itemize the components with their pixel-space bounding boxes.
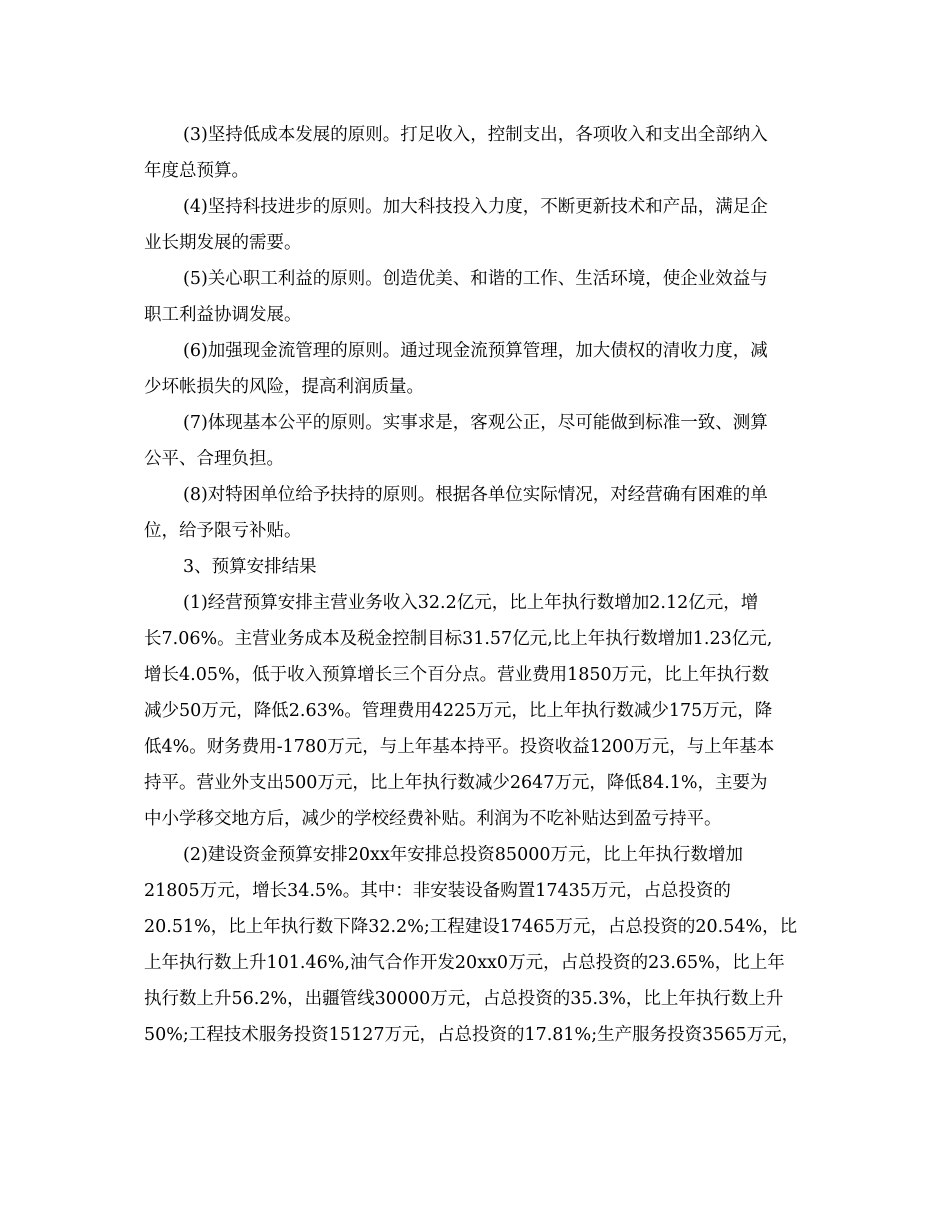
paragraph-6-line-1: (6)加强现金流管理的原则。通过现金流预算管理，加大债权的清收力度，减 xyxy=(183,341,768,361)
budget-paragraph-2-line-4: 上年执行数上升101.46%,油气合作开发20xx0万元，占总投资的23.65%，比上年 xyxy=(144,953,785,973)
budget-paragraph-2-line-2: 21805万元，增长34.5%。其中：非安装设备购置17435万元，占总投资的 xyxy=(144,881,731,901)
budget-paragraph-2-line-6: 50%;工程技术服务投资15127万元，占总投资的17.81%;生产服务投资3565万元， xyxy=(144,1025,800,1045)
budget-paragraph-1-line-3: 增长4.05%，低于收入预算增长三个百分点。营业费用1850万元，比上年执行数 xyxy=(144,665,770,685)
budget-paragraph-1-line-5: 低4%。财务费用-1780万元，与上年基本持平。投资收益1200万元，与上年基本 xyxy=(144,737,775,757)
section-heading: 3、预算安排结果 xyxy=(183,557,317,577)
paragraph-4-line-1: (4)坚持科技进步的原则。加大科技投入力度，不断更新技术和产品，满足企 xyxy=(183,197,768,217)
paragraph-8-line-1: (8)对特困单位给予扶持的原则。根据各单位实际情况，对经营确有困难的单 xyxy=(183,485,768,505)
budget-paragraph-2-line-5: 执行数上升56.2%，出疆管线30000万元，占总投资的35.3%，比上年执行数上升 xyxy=(144,989,784,1009)
budget-paragraph-1-line-2: 长7.06%。主营业务成本及税金控制目标31.57亿元,比上年执行数增加1.23亿元, xyxy=(144,629,773,649)
paragraph-5-line-2: 职工利益协调发展。 xyxy=(144,305,302,325)
budget-paragraph-2-line-3: 20.51%，比上年执行数下降32.2%;工程建设17465万元，占总投资的20.54%，比 xyxy=(144,917,798,937)
budget-paragraph-2-line-1: (2)建设资金预算安排20xx年安排总投资85000万元，比上年执行数增加 xyxy=(183,845,743,865)
paragraph-7-line-1: (7)体现基本公平的原则。实事求是，客观公正，尽可能做到标准一致、测算 xyxy=(183,413,768,433)
paragraph-7-line-2: 公平、合理负担。 xyxy=(144,449,284,469)
budget-paragraph-1-line-1: (1)经营预算安排主营业务收入32.2亿元，比上年执行数增加2.12亿元，增 xyxy=(183,593,759,613)
budget-paragraph-1-line-6: 持平。营业外支出500万元，比上年执行数减少2647万元，降低84.1%，主要为 xyxy=(144,773,768,793)
paragraph-4-line-2: 业长期发展的需要。 xyxy=(144,233,302,253)
paragraph-6-line-2: 少坏帐损失的风险，提高利润质量。 xyxy=(144,377,424,397)
paragraph-3-line-1: (3)坚持低成本发展的原则。打足收入，控制支出，各项收入和支出全部纳入 xyxy=(183,125,768,145)
paragraph-8-line-2: 位，给予限亏补贴。 xyxy=(144,521,302,541)
paragraph-5-line-1: (5)关心职工利益的原则。创造优美、和谐的工作、生活环境，使企业效益与 xyxy=(183,269,768,289)
paragraph-3-line-2: 年度总预算。 xyxy=(144,161,249,181)
budget-paragraph-1-line-4: 减少50万元，降低2.63%。管理费用4225万元，比上年执行数减少175万元，降 xyxy=(144,701,773,721)
budget-paragraph-1-line-7: 中小学移交地方后，减少的学校经费补贴。利润为不吃补贴达到盈亏持平。 xyxy=(144,809,722,829)
